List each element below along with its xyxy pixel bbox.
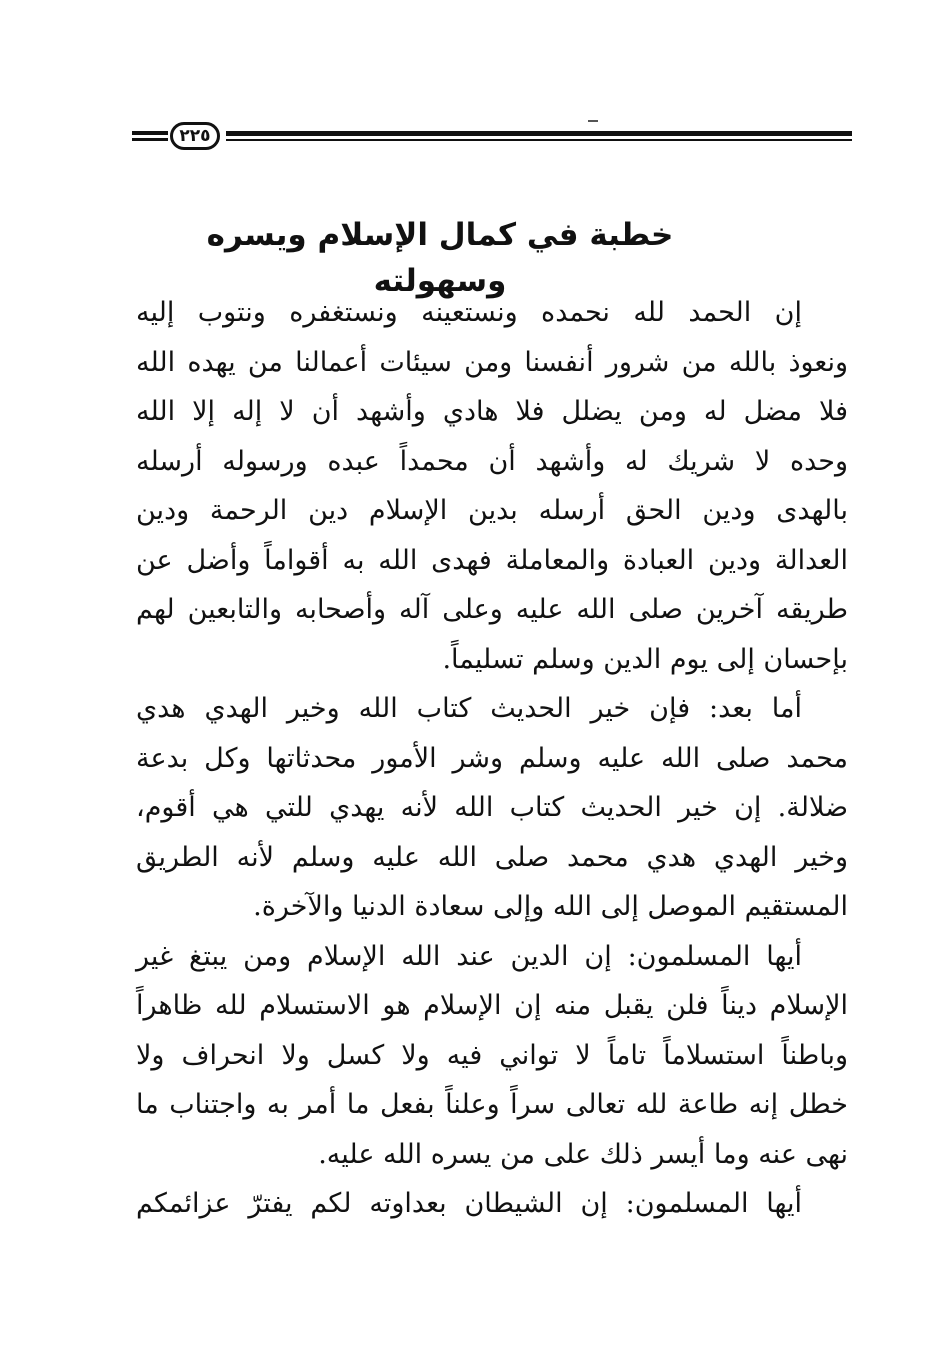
text-line: الإسلام ديناً فلن يقبل منه إن الإسلام هو الاستسلام لله ظاهراً [136, 990, 848, 1021]
text-line: نهى عنه وما أيسر ذلك على من يسره الله عليه. [318, 1138, 848, 1170]
page-header [132, 120, 852, 156]
text-line: العدالة ودين العبادة والمعاملة فهدى الله به أقواماً وأضل عن [136, 544, 848, 576]
paragraph-satan-enmity [136, 1179, 848, 1229]
header-rule-thick [226, 131, 852, 136]
header-rule-left-thick [132, 131, 168, 135]
text-line: وخير الهدي هدي محمد صلى الله عليه وسلم لأنه الطريق [136, 841, 848, 873]
text-line: المستقيم الموصل إلى الله وإلى سعادة الدنيا والآخرة. [253, 891, 848, 922]
paragraph-amma-baad [136, 684, 848, 932]
text-line: ونعوذ بالله من شرور أنفسنا ومن سيئات أعمالنا من يهده الله [136, 346, 848, 378]
text-line: ضلالة. إن خير الحديث كتاب الله لأنه يهدي للتي هي أقوم، [136, 792, 848, 823]
text-line: أما بعد: فإن خير الحديث كتاب الله وخير الهدي هدي [136, 693, 802, 724]
text-line: محمد صلى الله عليه وسلم وشر الأمور محدثاتها وكل بدعة [136, 742, 848, 774]
text-line: فلا مضل له ومن يضلل فلا هادي وأشهد أن لا إله إلا الله [136, 396, 848, 427]
header-tick-mark [588, 120, 598, 122]
header-rule-left-thin [132, 138, 168, 141]
text-line: بإحسان إلى يوم الدين وسلم تسليماً. [442, 643, 848, 675]
body-text [136, 288, 848, 1229]
text-line: إن الحمد لله نحمده ونستعينه ونستغفره ونتوب إليه [136, 297, 802, 328]
page-number: ٢٢٥ [170, 122, 220, 150]
text-line: وحده لا شريك له وأشهد أن محمداً عبده ورسوله أرسله [136, 445, 848, 477]
text-line: أيها المسلمون: إن الشيطان بعداوته لكم يفترّ عزائمكم [136, 1188, 802, 1219]
sermon-title: خطبة في كمال الإسلام ويسره وسهولته [206, 217, 674, 299]
paragraph-opening-praise [136, 288, 848, 684]
text-line: أيها المسلمون: إن الدين عند الله الإسلام ومن يبتغ غير [136, 940, 802, 972]
header-rule-thin [226, 139, 852, 141]
text-line: بالهدى ودين الحق أرسله بدين الإسلام دين الرحمة ودين [136, 495, 848, 526]
paragraph-islam-submission [136, 932, 848, 1180]
text-line: خطل إنه طاعة لله تعالى سراً وعلناً بفعل ما أمر به واجتناب ما [136, 1089, 848, 1120]
text-line: طريقه آخرين صلى الله عليه وعلى آله وأصحابه والتابعين لهم [136, 594, 848, 625]
text-line: وباطناً استسلاماً تاماً لا تواني فيه ولا كسل ولا انحراف ولا [136, 1039, 848, 1071]
